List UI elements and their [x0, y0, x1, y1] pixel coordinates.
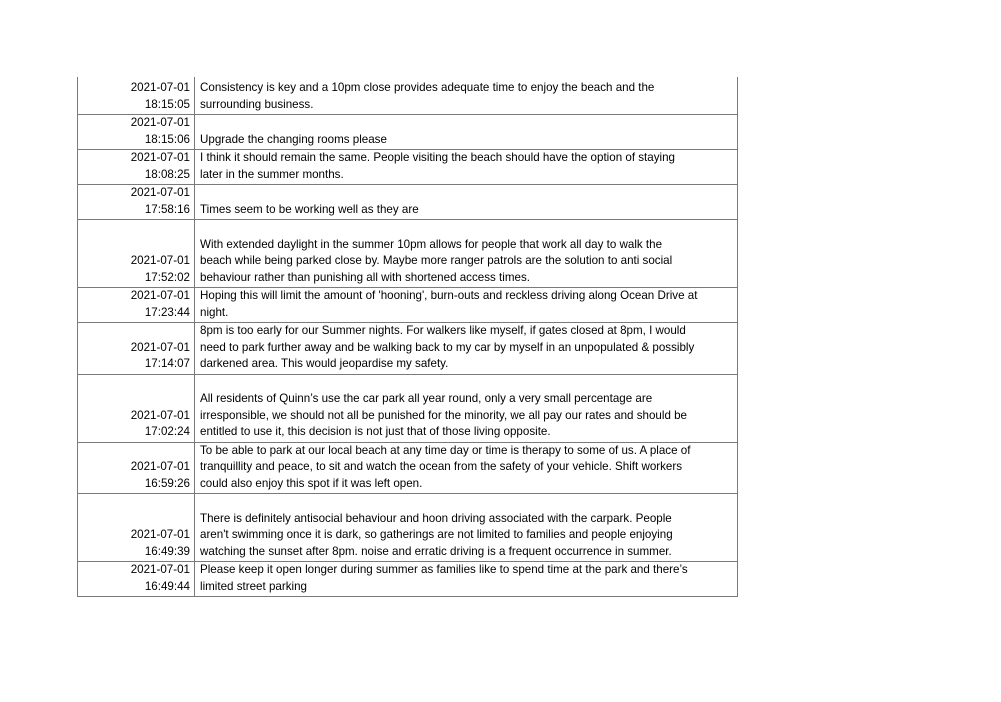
timestamp-time: 17:58:16	[144, 202, 190, 216]
table-row	[78, 442, 738, 494]
table-row	[78, 150, 738, 185]
table-row	[78, 77, 738, 115]
blank-line	[200, 494, 733, 511]
timestamp-date: 2021-07-01	[130, 460, 190, 473]
comment-line: Upgrade the changing rooms please	[200, 132, 387, 146]
survey-responses-sheet	[77, 77, 738, 597]
comment-line: limited street parking	[200, 579, 307, 593]
comment-line: darkened area. This would jeopardise my safety.	[200, 357, 449, 370]
timestamp-cell	[78, 288, 195, 323]
timestamp-date: 2021-07-01	[130, 254, 190, 267]
timestamp-cell	[78, 494, 195, 562]
comment-line: With extended daylight in the summer 10pm allows for people that work all day to walk the	[200, 237, 663, 251]
comment-line: Consistency is key and a 10pm close provides adequate time to enjoy the beach and the	[200, 81, 655, 94]
table-row	[78, 288, 738, 323]
comment-line: watching the sunset after 8pm. noise and erratic driving is a frequent occurrence in summer.	[200, 544, 672, 558]
timestamp-date: 2021-07-01	[130, 408, 190, 422]
table-row	[78, 115, 738, 150]
comment-line: Times seem to be working well as they are	[200, 202, 419, 216]
comment-cell	[195, 442, 738, 494]
timestamp-date: 2021-07-01	[130, 528, 190, 541]
blank-line	[200, 375, 733, 392]
timestamp-cell	[78, 374, 195, 442]
table-row	[78, 374, 738, 442]
comment-line: Please keep it open longer during summer as families like to spend time at the park and there’s	[200, 563, 688, 576]
comment-line: Hoping this will limit the amount of 'hooning', burn-outs and reckless driving along Ocean Drive at	[200, 289, 698, 302]
timestamp-time: 17:23:44	[144, 305, 190, 319]
timestamp-time: 18:15:05	[144, 97, 190, 111]
blank-line	[200, 220, 733, 237]
timestamp-date: 2021-07-01	[130, 340, 190, 354]
comment-line: To be able to park at our local beach at any time day or time is therapy to some of us. A place of	[200, 443, 691, 457]
timestamp-time: 18:08:25	[144, 167, 190, 181]
comment-line: I think it should remain the same. People visiting the beach should have the option of staying	[200, 151, 675, 164]
timestamp-time: 17:52:02	[144, 270, 190, 284]
timestamp-time: 16:49:44	[144, 579, 190, 593]
comment-cell	[195, 494, 738, 562]
timestamp-cell	[78, 323, 195, 375]
comment-line: aren't swimming once it is dark, so gatherings are not limited to families and people enjoying	[200, 528, 673, 541]
timestamp-cell	[78, 115, 195, 150]
comment-cell	[195, 77, 738, 115]
responses-table-body	[78, 77, 738, 597]
blank-line	[200, 115, 733, 132]
comment-cell	[195, 150, 738, 185]
comment-cell	[195, 562, 738, 597]
comment-line: night.	[200, 305, 229, 319]
comment-line: behaviour rather than punishing all with shortened access times.	[200, 270, 530, 284]
timestamp-time: 17:14:07	[144, 357, 190, 370]
comment-line: entitled to use it, this decision is not just that of those living opposite.	[200, 425, 551, 438]
table-row	[78, 185, 738, 220]
timestamp-cell	[78, 562, 195, 597]
timestamp-cell	[78, 220, 195, 288]
comment-cell	[195, 288, 738, 323]
comment-cell	[195, 323, 738, 375]
timestamp-cell	[78, 442, 195, 494]
table-row	[78, 494, 738, 562]
table-row	[78, 323, 738, 375]
comment-cell	[195, 115, 738, 150]
timestamp-time: 18:15:06	[144, 132, 190, 146]
timestamp-cell	[78, 77, 195, 115]
timestamp-time: 16:59:26	[144, 476, 190, 490]
comment-line: There is definitely antisocial behaviour and hoon driving associated with the carpark. People	[200, 511, 672, 525]
comment-line: 8pm is too early for our Summer nights. For walkers like myself, if gates closed at 8pm, I would	[200, 324, 686, 337]
timestamp-date: 2021-07-01	[130, 81, 190, 94]
responses-table	[77, 77, 738, 597]
comment-cell	[195, 374, 738, 442]
table-row	[78, 220, 738, 288]
timestamp-date: 2021-07-01	[130, 289, 190, 302]
table-row	[78, 562, 738, 597]
comment-line: need to park further away and be walking back to my car by myself in an unpopulated & possibly	[200, 340, 695, 354]
timestamp-time: 16:49:39	[144, 544, 190, 558]
comment-line: beach while being parked close by. Maybe more ranger patrols are the solution to anti social	[200, 254, 673, 267]
timestamp-cell	[78, 150, 195, 185]
timestamp-date: 2021-07-01	[130, 116, 190, 129]
comment-line: later in the summer months.	[200, 167, 344, 181]
comment-line: tranquillity and peace, to sit and watch the ocean from the safety of your vehicle. Shift workers	[200, 460, 683, 473]
timestamp-cell	[78, 185, 195, 220]
blank-line	[200, 185, 733, 202]
timestamp-date: 2021-07-01	[130, 563, 190, 576]
comment-line: surrounding business.	[200, 97, 314, 111]
timestamp-time: 17:02:24	[144, 425, 190, 438]
timestamp-date: 2021-07-01	[130, 151, 190, 164]
comment-cell	[195, 185, 738, 220]
timestamp-date: 2021-07-01	[130, 186, 190, 199]
comment-cell	[195, 220, 738, 288]
comment-line: irresponsible, we should not all be punished for the minority, we all pay our rates and should be	[200, 408, 688, 422]
comment-line: could also enjoy this spot if it was left open.	[200, 476, 423, 490]
comment-line: All residents of Quinn’s use the car park all year round, only a very small percentage are	[200, 392, 653, 405]
